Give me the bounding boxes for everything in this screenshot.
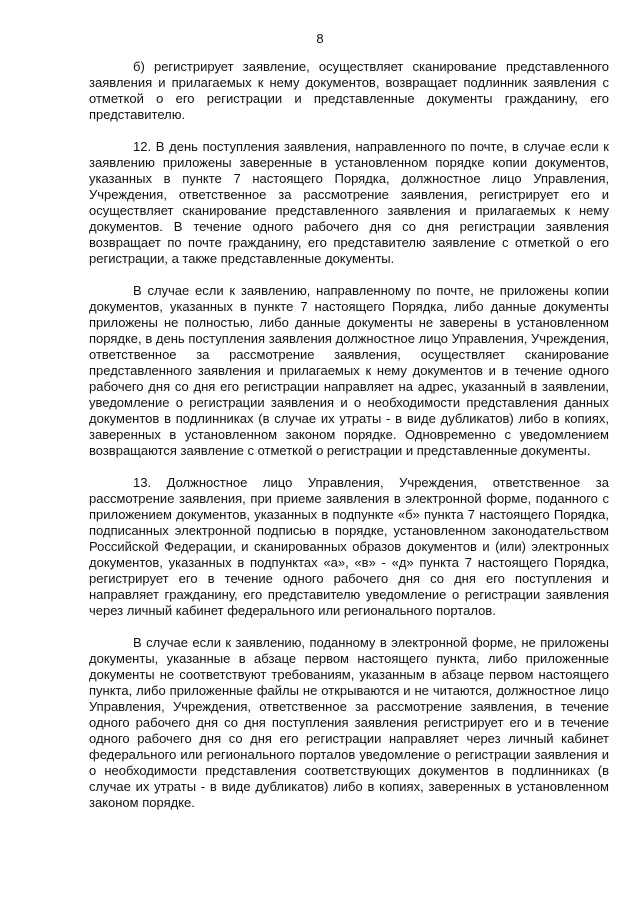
paragraph-subpoint-b: б) регистрирует заявление, осуществляет сканирование представленного заявления и прилагаемых к нему документов, возвращает подлинник заявления с отметкой о его регистрации и представленные документы гражданину, его представителю. [89,59,609,122]
paragraph-point-12-case-missing-copies: В случае если к заявлению, направленному по почте, не приложены копии документов, указанных в пункте 7 настоящего Порядка, либо данные документы приложены не полностью, либо данные документы не заверены в установленном порядке, в день поступления заявления должностное лицо Управления, Учреждения, ответственное за рассмотрение заявления, осуществляет сканирование представленного заявления и прилагаемых к нему документов и в течение одного рабочего дня со дня его регистрации направляет на адрес, указанный в заявлении, уведомление о регистрации заявления и о необходимости представления данных документов в подлинниках (в случае их утраты - в виде дубликатов) либо в копиях, заверенных в установленном законом порядке. Одновременно с уведомлением возвращаются заявление с отметкой о регистрации и представленные документы. [89,283,609,458]
paragraph-point-13: 13. Должностное лицо Управления, Учреждения, ответственное за рассмотрение заявления, при приеме заявления в электронной форме, поданного с приложением документов, указанных в подпункте «б» пункта 7 настоящего Порядка, подписанных электронной подписью в порядке, установленном законодательством Российской Федерации, и сканированных образов документов и (или) электронных документов, указанных в подпунктах «а», «в» - «д» пункта 7 настоящего Порядка, регистрирует его в течение одного рабочего дня со дня его поступления и направляет гражданину, его представителю уведомление о регистрации заявления через личный кабинет федерального или регионального порталов. [89,475,609,618]
page-number: 8 [316,31,324,46]
paragraph-point-12: 12. В день поступления заявления, направленного по почте, в случае если к заявлению приложены заверенные в установленном порядке копии документов, указанных в пункте 7 настоящего Порядка, должностное лицо Управления, Учреждения, ответственное за рассмотрение заявления, регистрирует его и осуществляет сканирование представленного заявления и прилагаемых к нему документов. В течение одного рабочего дня со дня регистрации заявления возвращает по почте гражданину, его представителю заявление с отметкой о его регистрации, а также представленные документы. [89,139,609,266]
paragraph-point-13-case-missing-documents: В случае если к заявлению, поданному в электронной форме, не приложены документы, указанные в абзаце первом настоящего пункта, либо приложенные документы не соответствуют требованиям, указанным в абзаце первом настоящего пункта, либо приложенные файлы не открываются и не читаются, должностное лицо Управления, Учреждения, ответственное за рассмотрение заявления, в течение одного рабочего дня со дня поступления заявления регистрирует его и в течение одного рабочего дня со дня его регистрации направляет через личный кабинет федерального или регионального порталов уведомление о регистрации заявления и о необходимости представления соответствующих документов в подлинниках (в случае их утраты - в виде дубликатов) либо в копиях, заверенных в установленном законом порядке. [89,635,609,810]
document-body [89,59,609,811]
